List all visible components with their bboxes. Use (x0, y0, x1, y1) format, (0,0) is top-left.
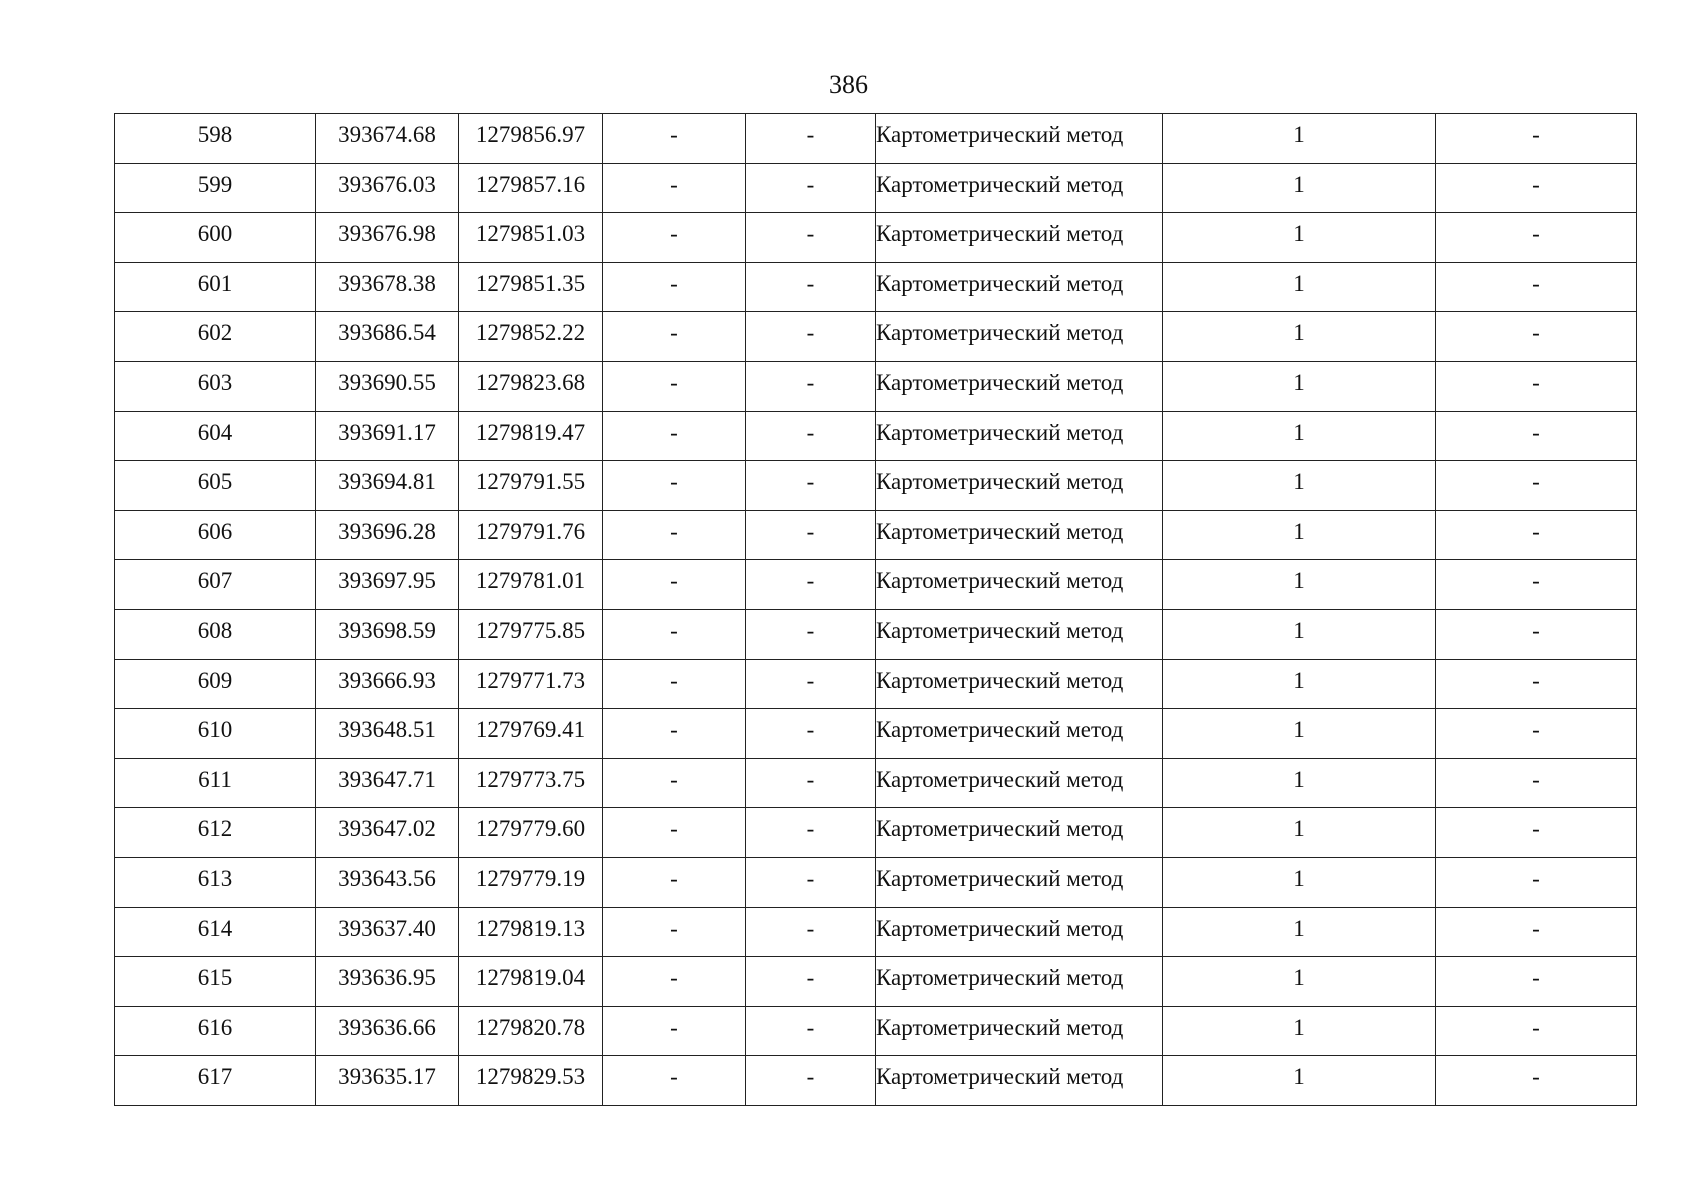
point-number-cell: 616 (115, 1006, 316, 1056)
table-row (115, 114, 1637, 164)
point-number-cell: 614 (115, 907, 316, 957)
dash-cell: - (1436, 659, 1637, 709)
dash-cell: - (746, 808, 876, 858)
y-coordinate-cell: 1279819.04 (459, 957, 603, 1007)
dash-cell: - (746, 163, 876, 213)
table-row (115, 163, 1637, 213)
accuracy-cell: 1 (1163, 659, 1436, 709)
accuracy-cell: 1 (1163, 114, 1436, 164)
table-row (115, 510, 1637, 560)
y-coordinate-cell: 1279791.55 (459, 461, 603, 511)
dash-cell: - (603, 560, 746, 610)
table-row (115, 857, 1637, 907)
dash-cell: - (1436, 510, 1637, 560)
method-cell: Картометрический метод (876, 461, 1163, 511)
point-number-cell: 611 (115, 758, 316, 808)
x-coordinate-cell: 393698.59 (316, 609, 459, 659)
accuracy-cell: 1 (1163, 560, 1436, 610)
method-cell: Картометрический метод (876, 213, 1163, 263)
dash-cell: - (603, 510, 746, 560)
x-coordinate-cell: 393636.66 (316, 1006, 459, 1056)
point-number-cell: 605 (115, 461, 316, 511)
table-row (115, 1056, 1637, 1106)
y-coordinate-cell: 1279791.76 (459, 510, 603, 560)
method-cell: Картометрический метод (876, 411, 1163, 461)
dash-cell: - (603, 312, 746, 362)
method-cell: Картометрический метод (876, 361, 1163, 411)
y-coordinate-cell: 1279852.22 (459, 312, 603, 362)
accuracy-cell: 1 (1163, 411, 1436, 461)
accuracy-cell: 1 (1163, 262, 1436, 312)
dash-cell: - (1436, 411, 1637, 461)
dash-cell: - (603, 808, 746, 858)
accuracy-cell: 1 (1163, 1006, 1436, 1056)
dash-cell: - (603, 1056, 746, 1106)
table-row (115, 560, 1637, 610)
dash-cell: - (746, 758, 876, 808)
table-row (115, 312, 1637, 362)
y-coordinate-cell: 1279769.41 (459, 709, 603, 759)
accuracy-cell: 1 (1163, 957, 1436, 1007)
dash-cell: - (1436, 1056, 1637, 1106)
method-cell: Картометрический метод (876, 808, 1163, 858)
dash-cell: - (1436, 213, 1637, 263)
y-coordinate-cell: 1279820.78 (459, 1006, 603, 1056)
x-coordinate-cell: 393676.98 (316, 213, 459, 263)
table-row (115, 907, 1637, 957)
dash-cell: - (603, 361, 746, 411)
dash-cell: - (746, 361, 876, 411)
dash-cell: - (746, 659, 876, 709)
point-number-cell: 612 (115, 808, 316, 858)
dash-cell: - (746, 560, 876, 610)
y-coordinate-cell: 1279773.75 (459, 758, 603, 808)
point-number-cell: 606 (115, 510, 316, 560)
point-number-cell: 600 (115, 213, 316, 263)
dash-cell: - (746, 709, 876, 759)
point-number-cell: 610 (115, 709, 316, 759)
dash-cell: - (1436, 709, 1637, 759)
accuracy-cell: 1 (1163, 1056, 1436, 1106)
method-cell: Картометрический метод (876, 957, 1163, 1007)
dash-cell: - (746, 114, 876, 164)
dash-cell: - (746, 411, 876, 461)
dash-cell: - (1436, 609, 1637, 659)
method-cell: Картометрический метод (876, 1006, 1163, 1056)
y-coordinate-cell: 1279781.01 (459, 560, 603, 610)
table-row (115, 1006, 1637, 1056)
x-coordinate-cell: 393636.95 (316, 957, 459, 1007)
dash-cell: - (603, 857, 746, 907)
y-coordinate-cell: 1279823.68 (459, 361, 603, 411)
dash-cell: - (603, 609, 746, 659)
point-number-cell: 603 (115, 361, 316, 411)
point-number-cell: 604 (115, 411, 316, 461)
x-coordinate-cell: 393637.40 (316, 907, 459, 957)
y-coordinate-cell: 1279829.53 (459, 1056, 603, 1106)
method-cell: Картометрический метод (876, 560, 1163, 610)
method-cell: Картометрический метод (876, 758, 1163, 808)
dash-cell: - (603, 213, 746, 263)
dash-cell: - (603, 163, 746, 213)
dash-cell: - (746, 609, 876, 659)
dash-cell: - (603, 758, 746, 808)
table-row (115, 758, 1637, 808)
accuracy-cell: 1 (1163, 609, 1436, 659)
dash-cell: - (603, 262, 746, 312)
dash-cell: - (603, 659, 746, 709)
dash-cell: - (746, 510, 876, 560)
table-row (115, 609, 1637, 659)
method-cell: Картометрический метод (876, 114, 1163, 164)
x-coordinate-cell: 393678.38 (316, 262, 459, 312)
x-coordinate-cell: 393635.17 (316, 1056, 459, 1106)
x-coordinate-cell: 393690.55 (316, 361, 459, 411)
x-coordinate-cell: 393647.02 (316, 808, 459, 858)
accuracy-cell: 1 (1163, 461, 1436, 511)
accuracy-cell: 1 (1163, 857, 1436, 907)
x-coordinate-cell: 393694.81 (316, 461, 459, 511)
table-row (115, 213, 1637, 263)
accuracy-cell: 1 (1163, 163, 1436, 213)
x-coordinate-cell: 393647.71 (316, 758, 459, 808)
x-coordinate-cell: 393697.95 (316, 560, 459, 610)
dash-cell: - (1436, 957, 1637, 1007)
dash-cell: - (1436, 560, 1637, 610)
point-number-cell: 607 (115, 560, 316, 610)
dash-cell: - (603, 709, 746, 759)
table-row (115, 411, 1637, 461)
table-row (115, 709, 1637, 759)
point-number-cell: 608 (115, 609, 316, 659)
method-cell: Картометрический метод (876, 510, 1163, 560)
method-cell: Картометрический метод (876, 609, 1163, 659)
point-number-cell: 615 (115, 957, 316, 1007)
table-row (115, 361, 1637, 411)
dash-cell: - (603, 1006, 746, 1056)
dash-cell: - (746, 1006, 876, 1056)
x-coordinate-cell: 393676.03 (316, 163, 459, 213)
coordinates-table (114, 113, 1637, 1106)
accuracy-cell: 1 (1163, 510, 1436, 560)
dash-cell: - (1436, 461, 1637, 511)
y-coordinate-cell: 1279856.97 (459, 114, 603, 164)
dash-cell: - (1436, 1006, 1637, 1056)
accuracy-cell: 1 (1163, 808, 1436, 858)
x-coordinate-cell: 393666.93 (316, 659, 459, 709)
point-number-cell: 602 (115, 312, 316, 362)
method-cell: Картометрический метод (876, 709, 1163, 759)
point-number-cell: 599 (115, 163, 316, 213)
dash-cell: - (1436, 907, 1637, 957)
dash-cell: - (603, 411, 746, 461)
accuracy-cell: 1 (1163, 361, 1436, 411)
accuracy-cell: 1 (1163, 213, 1436, 263)
dash-cell: - (1436, 361, 1637, 411)
accuracy-cell: 1 (1163, 312, 1436, 362)
y-coordinate-cell: 1279775.85 (459, 609, 603, 659)
method-cell: Картометрический метод (876, 163, 1163, 213)
accuracy-cell: 1 (1163, 907, 1436, 957)
y-coordinate-cell: 1279857.16 (459, 163, 603, 213)
accuracy-cell: 1 (1163, 709, 1436, 759)
y-coordinate-cell: 1279819.47 (459, 411, 603, 461)
dash-cell: - (746, 957, 876, 1007)
dash-cell: - (603, 461, 746, 511)
x-coordinate-cell: 393686.54 (316, 312, 459, 362)
x-coordinate-cell: 393674.68 (316, 114, 459, 164)
y-coordinate-cell: 1279851.03 (459, 213, 603, 263)
dash-cell: - (1436, 808, 1637, 858)
method-cell: Картометрический метод (876, 659, 1163, 709)
y-coordinate-cell: 1279851.35 (459, 262, 603, 312)
point-number-cell: 617 (115, 1056, 316, 1106)
table-row (115, 262, 1637, 312)
method-cell: Картометрический метод (876, 857, 1163, 907)
dash-cell: - (746, 857, 876, 907)
dash-cell: - (603, 957, 746, 1007)
page-number: 386 (829, 70, 868, 99)
x-coordinate-cell: 393691.17 (316, 411, 459, 461)
table-body (115, 114, 1637, 1106)
method-cell: Картометрический метод (876, 1056, 1163, 1106)
point-number-cell: 598 (115, 114, 316, 164)
accuracy-cell: 1 (1163, 758, 1436, 808)
method-cell: Картометрический метод (876, 312, 1163, 362)
point-number-cell: 601 (115, 262, 316, 312)
table-row (115, 957, 1637, 1007)
y-coordinate-cell: 1279779.60 (459, 808, 603, 858)
method-cell: Картометрический метод (876, 907, 1163, 957)
dash-cell: - (746, 461, 876, 511)
y-coordinate-cell: 1279819.13 (459, 907, 603, 957)
dash-cell: - (603, 907, 746, 957)
point-number-cell: 609 (115, 659, 316, 709)
y-coordinate-cell: 1279771.73 (459, 659, 603, 709)
table-row (115, 461, 1637, 511)
dash-cell: - (603, 114, 746, 164)
dash-cell: - (746, 1056, 876, 1106)
table-row (115, 808, 1637, 858)
y-coordinate-cell: 1279779.19 (459, 857, 603, 907)
dash-cell: - (746, 213, 876, 263)
x-coordinate-cell: 393643.56 (316, 857, 459, 907)
dash-cell: - (1436, 857, 1637, 907)
x-coordinate-cell: 393648.51 (316, 709, 459, 759)
dash-cell: - (746, 262, 876, 312)
dash-cell: - (1436, 114, 1637, 164)
dash-cell: - (1436, 262, 1637, 312)
x-coordinate-cell: 393696.28 (316, 510, 459, 560)
dash-cell: - (746, 312, 876, 362)
method-cell: Картометрический метод (876, 262, 1163, 312)
dash-cell: - (1436, 312, 1637, 362)
point-number-cell: 613 (115, 857, 316, 907)
dash-cell: - (746, 907, 876, 957)
dash-cell: - (1436, 163, 1637, 213)
table-row (115, 659, 1637, 709)
dash-cell: - (1436, 758, 1637, 808)
